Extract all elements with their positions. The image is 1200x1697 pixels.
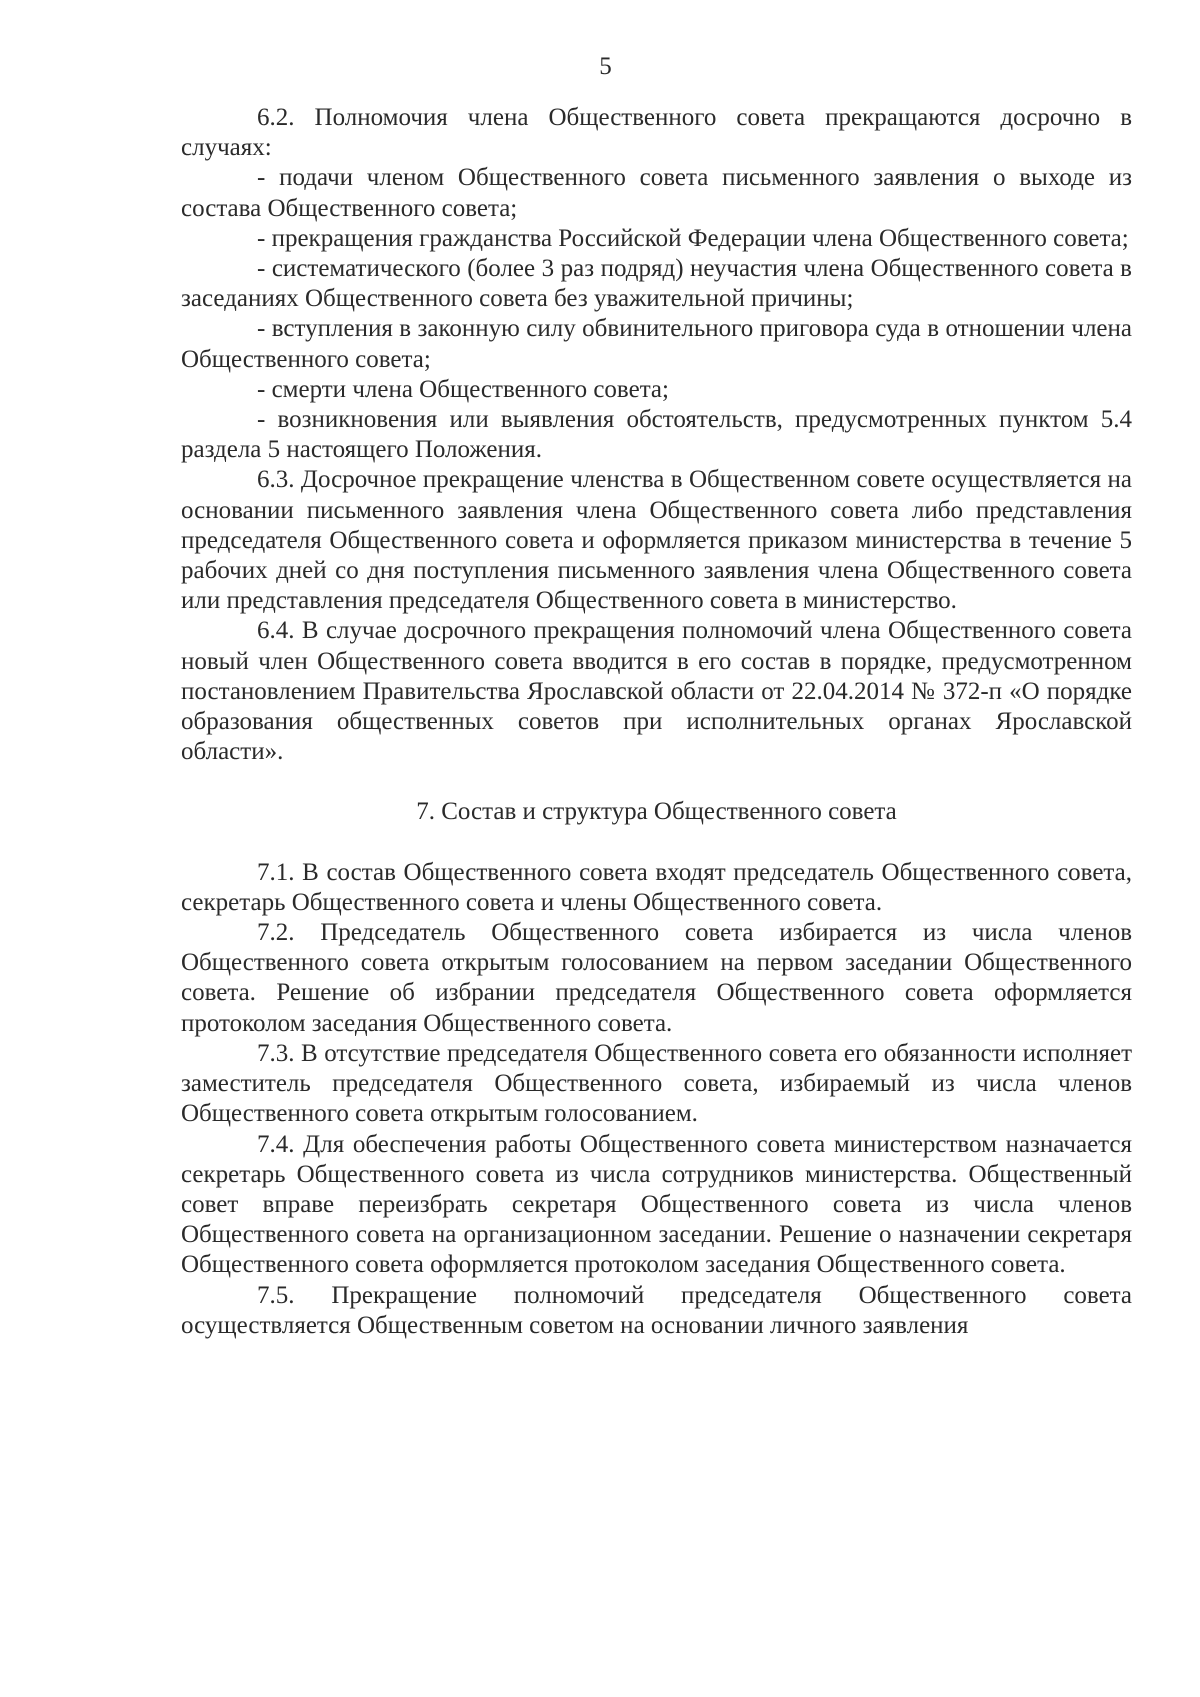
list-item-circumstances: - возникновения или выявления обстоятельств, предусмотренных пунктом 5.4 раздела 5 настоящего Положения.	[181, 406, 1132, 464]
paragraph-6-3: 6.3. Досрочное прекращение членства в Общественном совете осуществляется на основании письменного заявления члена Общественного совета либо представления председателя Общественного совета и оформляется приказом министерства в течение 5 рабочих дней со дня поступления письменного заявления члена Общественного совета или представления председателя Общественного совета в министерство.	[181, 466, 1132, 615]
list-item-systematic-absence: - систематического (более 3 раз подряд) неучастия члена Общественного совета в заседаниях Общественного совета без уважительной причины;	[181, 255, 1132, 313]
list-item-death: - смерти члена Общественного совета;	[257, 375, 669, 403]
list-item-written-resignation: - подачи членом Общественного совета письменного заявления о выходе из состава Общественного совета;	[181, 164, 1132, 222]
list-item-court-verdict: - вступления в законную силу обвинительного приговора суда в отношении члена Общественного совета;	[181, 315, 1132, 373]
paragraph-7-4: 7.4. Для обеспечения работы Общественного совета министерством назначается секретарь Общественного совета из числа сотрудников министерства. Общественный совет вправе переизбрать секретаря Общественного совета из числа членов Общественного совета на организационном заседании. Решение о назначении секретаря Общественного совета оформляется протоколом заседания Общественного совета.	[181, 1130, 1132, 1279]
list-item-citizenship-termination: - прекращения гражданства Российской Федерации члена Общественного совета;	[257, 224, 1129, 252]
paragraph-6-2: 6.2. Полномочия члена Общественного совета прекращаются досрочно в случаях:	[181, 104, 1132, 162]
paragraph-7-3: 7.3. В отсутствие председателя Общественного совета его обязанности исполняет заместитель председателя Общественного совета, избираемый из числа членов Общественного совета открытым голосованием.	[181, 1039, 1132, 1128]
section-7-heading: 7. Состав и структура Общественного совета	[416, 798, 897, 826]
paragraph-7-2: 7.2. Председатель Общественного совета избирается из числа членов Общественного совета открытым голосованием на первом заседании Общественного совета. Решение об избрании председателя Общественного совета оформляется протоколом заседания Общественного совета.	[181, 919, 1132, 1037]
document-body	[181, 103, 1132, 1341]
paragraph-6-4: 6.4. В случае досрочного прекращения полномочий члена Общественного совета новый член Общественного совета вводится в его состав в порядке, предусмотренном постановлением Правительства Ярославской области от 22.04.2014 № 372-п «О порядке образования общественных советов при исполнительных органах Ярославской области».	[181, 617, 1132, 766]
paragraph-7-1: 7.1. В состав Общественного совета входят председатель Общественного совета, секретарь Общественного совета и члены Общественного совета.	[181, 858, 1132, 916]
paragraph-7-5: 7.5. Прекращение полномочий председателя Общественного совета осуществляется Общественным советом на основании личного заявления	[181, 1281, 1132, 1339]
page-number: 5	[599, 53, 612, 80]
